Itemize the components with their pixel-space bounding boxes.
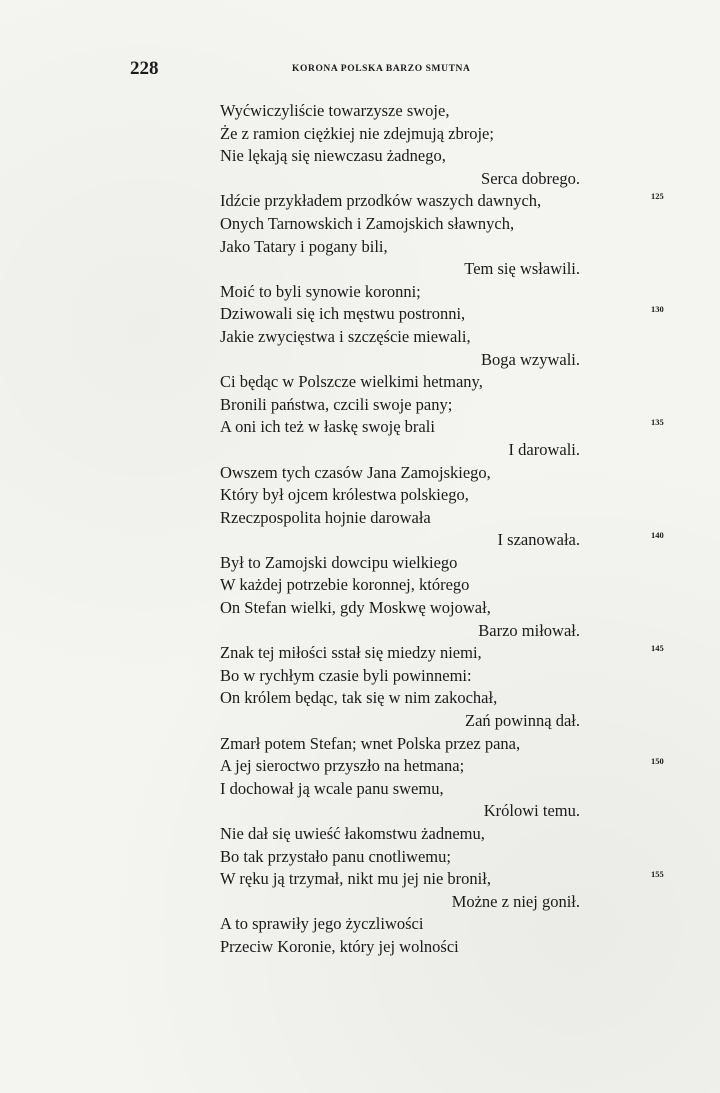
poem-line: Wyćwiczyliście towarzysze swoje, [220, 101, 450, 120]
line-number: 135 [651, 417, 664, 427]
poem-line: Który był ojcem królestwa polskiego, [220, 485, 469, 505]
poem-line-short: I darowali. [508, 439, 580, 459]
poem-line-short: Zań powinną dał. [464, 711, 580, 731]
poem-line: Onych Tarnowskich i Zamojskich sławnych, [220, 213, 515, 233]
poem-line: On królem będąc, tak się w nim zakochał, [220, 688, 498, 708]
poem-line: On Stefan wielki, gdy Moskwę wojował, [220, 598, 491, 618]
poem-line: Idźcie przykładem przodków waszych dawnych, [220, 191, 542, 211]
line-number: 140 [651, 530, 664, 540]
poem-line: Jako Tatary i pogany bili, [220, 236, 388, 256]
poem-line: Był to Zamojski dowcipu wielkiego [220, 552, 458, 572]
poem-line: A oni ich też w łaskę swoję brali [220, 417, 435, 437]
poem-line-short: Barzo miłował. [478, 620, 580, 640]
poem-line-short: Królowi temu. [483, 801, 580, 821]
line-number: 130 [651, 304, 664, 314]
poem-line-short: Serca dobrego. [481, 168, 580, 188]
poem-line: Owszem tych czasów Jana Zamojskiego, [220, 462, 491, 482]
poem-line: Zmarł potem Stefan; wnet Polska przez pana, [220, 733, 521, 753]
poem-line-short: Możne z niej gonił. [451, 891, 580, 911]
line-number: 125 [651, 191, 664, 201]
poem-line: Dziwowali się ich męstwu postronni, [220, 304, 466, 324]
poem-line: Nie dał się uwieść łakomstwu żadnemu, [220, 824, 485, 843]
poem-line: Znak tej miłości sstał się miedzy niemi, [220, 643, 482, 663]
line-number: 145 [651, 643, 664, 653]
poem-line: Przeciw Koronie, który jej wolności [220, 936, 459, 956]
poem-line: Że z ramion ciężkiej nie zdejmują zbroje; [220, 123, 494, 143]
poem-line: A to sprawiły jego życzliwości [220, 914, 424, 934]
poem-line: W ręku ją trzymał, nikt mu jej nie bronił, [220, 869, 491, 889]
poem-line: Bo w rychłym czasie byli powinnemi: [220, 665, 472, 685]
poem-line: Moić to byli synowie koronni; [220, 281, 421, 301]
page-number: 228 [130, 58, 159, 79]
poem-line: I dochował ją wcale panu swemu, [220, 778, 444, 798]
poem-line: Jakie zwycięstwa i szczęście miewali, [220, 326, 471, 346]
poem-line-short: Boga wzywali. [481, 349, 580, 369]
poem-line: W każdej potrzebie koronnej, którego [220, 575, 470, 595]
poem-line: A jej sieroctwo przyszło na hetmana; [220, 756, 465, 776]
line-number: 150 [651, 756, 664, 766]
poem-line-short: Tem się wsławili. [464, 259, 580, 279]
poem-line-short: I szanowała. [497, 530, 580, 550]
poem-line: Bo tak przystało panu cnotliwemu; [220, 846, 451, 866]
poem-line: Ci będąc w Polszcze wielkimi hetmany, [220, 372, 483, 392]
poem-body [220, 100, 600, 959]
poem-line: Bronili państwa, czcili swoje pany; [220, 394, 453, 414]
poem-line: Nie lękają się niewczasu żadnego, [220, 146, 446, 166]
poem-line: Rzeczpospolita hojnie darowała [220, 507, 431, 527]
running-head: KORONA POLSKA BARZO SMUTNA [292, 64, 471, 74]
page-header [130, 58, 550, 80]
line-number: 155 [651, 869, 664, 879]
